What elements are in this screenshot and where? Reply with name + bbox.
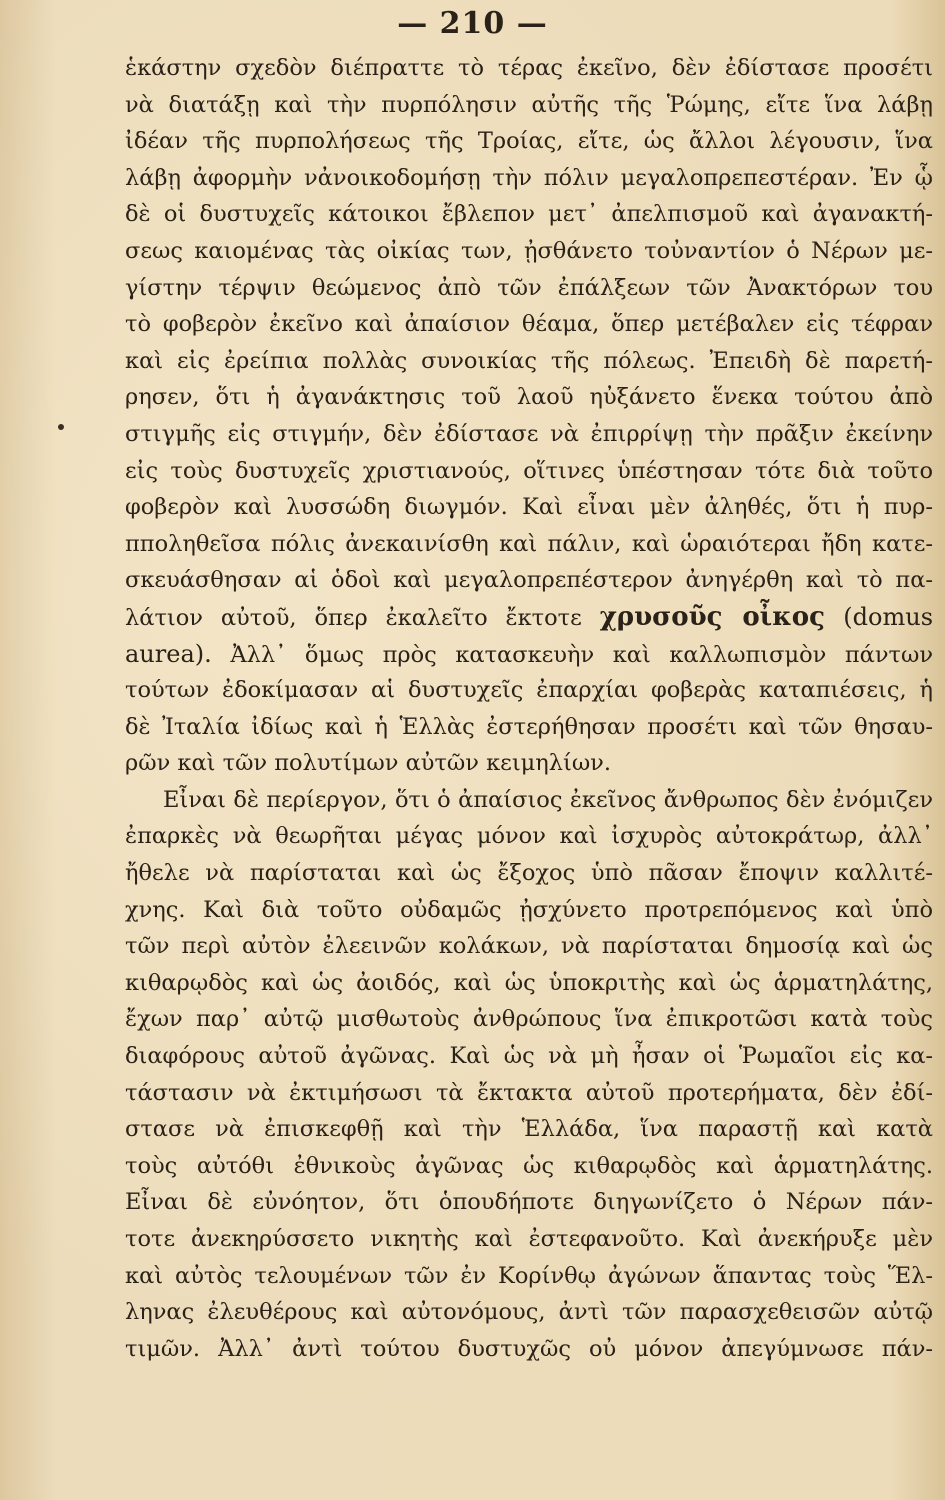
text-line [125,636,933,673]
text-line [125,379,933,416]
line-text: καὶ εἰς ἐρείπια πολλὰς συνοικίας τῆς πόλεως. Ἐπειδὴ δὲ παρετή- [125,347,933,374]
line-text: τοτε ἀνεκηρύσσετο νικητὴς καὶ ἐστεφανοῦτο. Καὶ ἀνεκήρυξε μὲν [125,1226,933,1252]
page-number-header: — 210 — [397,6,548,41]
text-line [125,1258,933,1295]
text-line [125,453,933,490]
text-line [125,1001,933,1038]
margin-mark [58,424,64,430]
line-text: πποληθεῖσα πόλις ἀνεκαινίσθη καὶ πάλιν, καὶ ὡραιότεραι ἤδη κατε- [125,530,933,557]
text-line [125,745,933,782]
text-line [125,1294,933,1331]
text-line [125,50,933,87]
line-text: τούτων ἐδοκίμασαν αἱ δυστυχεῖς ἐπαρχίαι φοβερὰς καταπιέσεις, ἡ [125,677,933,704]
line-text: σεως καιομένας τὰς οἰκίας των, ᾐσθάνετο τοὐναντίον ὁ Νέρων με- [125,237,933,264]
body-text [125,50,933,1367]
text-line [125,270,933,307]
line-text: σκευάσθησαν αἱ ὁδοὶ καὶ μεγαλοπρεπέστερον ἀνηγέρθη καὶ τὸ πα- [125,567,933,594]
line-text: φοβερὸν καὶ λυσσώδη διωγμόν. Καὶ εἶναι μὲν ἀληθές, ὅτι ἡ πυρ- [125,494,933,521]
line-text: λάβῃ ἀφορμὴν νἀνοικοδομήσῃ τὴν πόλιν μεγαλοπρεπεστέραν. Ἐν ᾧ [125,164,933,191]
line-text: ρησεν, ὅτι ἡ ἀγανάκτησις τοῦ λαοῦ ηὐξάνετο ἕνεκα τούτου ἀπὸ [125,384,933,411]
text-line [125,123,933,160]
text-line [125,562,933,599]
line-text: γίστην τέρψιν θεώμενος ἀπὸ τῶν ἐπάλξεων τῶν Ἀνακτόρων του [125,274,933,301]
text-line [125,196,933,233]
line-text: στιγμῆς εἰς στιγμήν, δὲν ἐδίστασε νὰ ἐπιρρίψῃ τὴν πρᾶξιν ἐκείνην [125,420,933,447]
line-text: ἤθελε νὰ παρίσταται καὶ ὡς ἔξοχος ὑπὸ πᾶσαν ἔποψιν καλλιτέ- [125,860,933,887]
line-text: ἔχων παρ᾽ αὐτῷ μισθωτοὺς ἀνθρώπους ἵνα ἐπικροτῶσι κατὰ τοὺς [125,1006,933,1033]
line-text: λάτιον αὐτοῦ, ὅπερ ἐκαλεῖτο ἔκτοτε [125,604,600,631]
line-text: Ἀλλ᾽ ὅμως πρὸς κατασκευὴν καὶ καλλωπισμὸν πάντων [211,641,933,668]
latin-text: (domus [824,602,933,631]
text-line [125,892,933,929]
line-text: στασε νὰ ἐπισκεφθῇ καὶ τὴν Ἑλλάδα, ἵνα παραστῇ καὶ κατὰ [125,1116,933,1143]
text-line [125,526,933,563]
text-line [125,1111,933,1148]
text-line [125,855,933,892]
line-text: τῶν περὶ αὐτὸν ἐλεεινῶν κολάκων, νὰ παρίσταται δημοσίᾳ καὶ ὡς [125,933,933,960]
line-text: ρῶν καὶ τῶν πολυτίμων αὐτῶν κειμηλίων. [125,750,612,777]
line-text: χνης. Καὶ διὰ τοῦτο οὐδαμῶς ᾐσχύνετο προτρεπόμενος καὶ ὑπὸ [125,896,933,923]
line-text: νὰ διατάξῃ καὶ τὴν πυρπόλησιν αὐτῆς τῆς Ῥώμης, εἴτε ἵνα λάβῃ [125,91,933,118]
line-text: κιθαρῳδὸς καὶ ὡς ἀοιδός, καὶ ὡς ὑποκριτὴς καὶ ὡς ἁρματηλάτης, [125,969,933,996]
text-line [125,1148,933,1185]
line-text: ληνας ἐλευθέρους καὶ αὐτονόμους, ἀντὶ τῶν παρασχεθεισῶν αὐτῷ [125,1299,933,1326]
text-line [125,818,933,855]
line-text: εἰς τοὺς δυστυχεῖς χριστιανούς, οἵτινες ὑπέστησαν τότε διὰ τοῦτο [125,457,933,484]
text-line [125,1075,933,1112]
text-line [125,1184,933,1221]
line-text: Εἶναι δὲ εὐνόητον, ὅτι ὁπουδήποτε διηγωνίζετο ὁ Νέρων πάν- [125,1189,933,1216]
emphasized-term: χρυσοῦς οἶκος [599,601,825,632]
line-text: τὸ φοβερὸν ἐκεῖνο καὶ ἀπαίσιον θέαμα, ὅπερ μετέβαλεν εἰς τέφραν [125,311,933,338]
line-text: διαφόρους αὐτοῦ ἀγῶνας. Καὶ ὡς νὰ μὴ ἦσαν οἱ Ῥωμαῖοι εἰς κα- [125,1043,933,1070]
text-line [125,489,933,526]
text-line [125,672,933,709]
text-line [125,782,933,819]
line-text: τάστασιν νὰ ἐκτιμήσωσι τὰ ἔκτακτα αὐτοῦ προτερήματα, δὲν ἐδί- [125,1079,933,1106]
line-text: ἐπαρκὲς νὰ θεωρῆται μέγας μόνον καὶ ἰσχυρὸς αὐτοκράτωρ, ἀλλ᾽ [125,823,933,850]
text-line [125,1038,933,1075]
line-text: καὶ αὐτὸς τελουμένων τῶν ἐν Κορίνθῳ ἀγώνων ἅπαντας τοὺς Ἕλ- [125,1262,933,1289]
line-text: τιμῶν. Ἀλλ᾽ ἀντὶ τούτου δυστυχῶς οὐ μόνον ἀπεγύμνωσε πάν- [125,1335,933,1362]
text-line [125,709,933,746]
line-text: δὲ οἱ δυστυχεῖς κάτοικοι ἔβλεπον μετ᾽ ἀπελπισμοῦ καὶ ἀγανακτή- [125,201,933,228]
text-line [125,965,933,1002]
text-line [125,306,933,343]
text-line [125,87,933,124]
text-line [125,599,933,636]
text-line [125,928,933,965]
line-text: δὲ Ἰταλία ἰδίως καὶ ἡ Ἑλλὰς ἐστερήθησαν προσέτι καὶ τῶν θησαυ- [125,713,933,740]
line-text: Εἶναι δὲ περίεργον, ὅτι ὁ ἀπαίσιος ἐκεῖνος ἄνθρωπος δὲν ἐνόμιζεν [163,786,933,813]
text-line [125,233,933,270]
text-line [125,416,933,453]
text-line [125,343,933,380]
text-line [125,1221,933,1258]
latin-text: aurea). [125,639,212,668]
text-line [125,1331,933,1368]
line-text: τοὺς αὐτόθι ἐθνικοὺς ἀγῶνας ὡς κιθαρῳδὸς καὶ ἁρματηλάτης. [125,1152,933,1179]
text-line [125,160,933,197]
line-text: ἰδέαν τῆς πυρπολήσεως τῆς Τροίας, εἴτε, ὡς ἄλλοι λέγουσιν, ἵνα [125,128,933,155]
line-text: ἑκάστην σχεδὸν διέπραττε τὸ τέρας ἐκεῖνο, δὲν ἐδίστασε προσέτι [125,55,933,81]
